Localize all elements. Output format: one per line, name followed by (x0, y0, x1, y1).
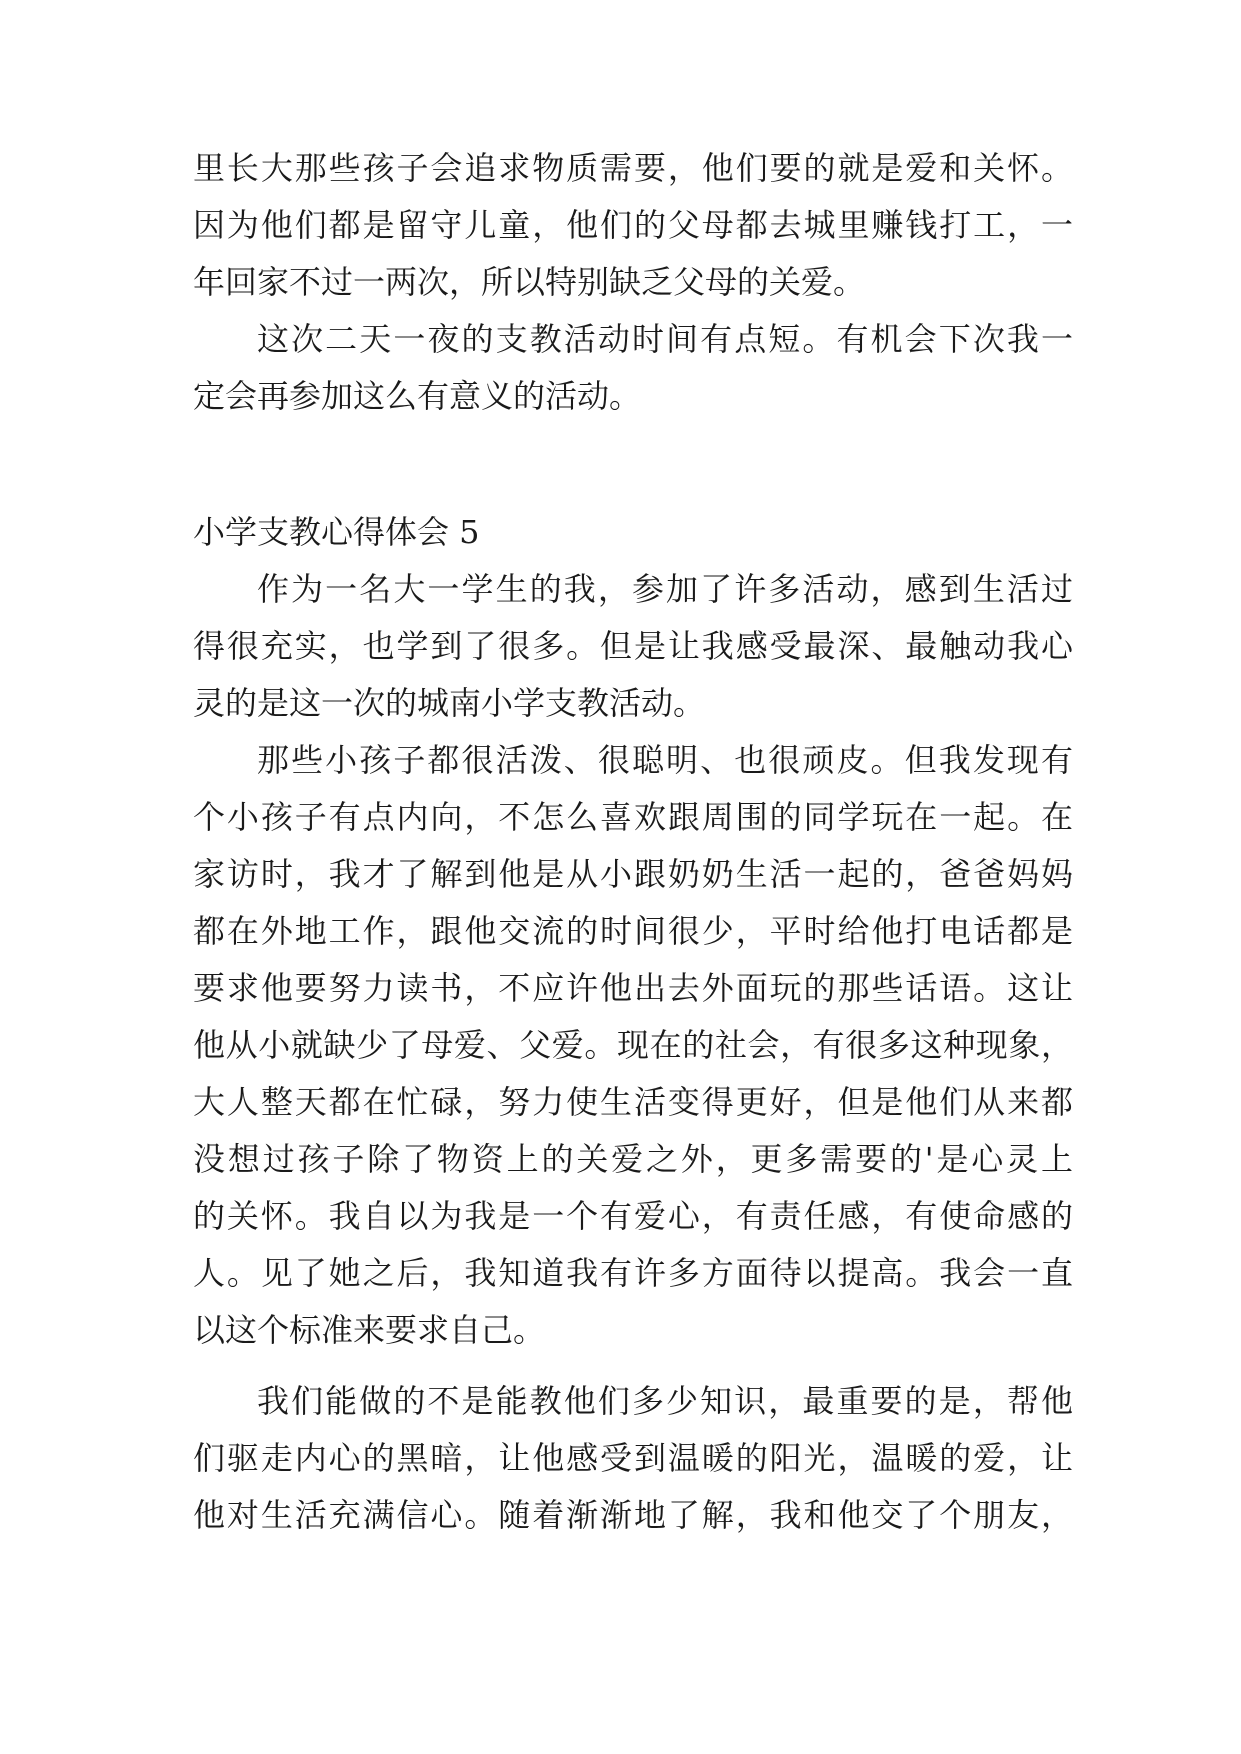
paragraph-line: 那些小孩子都很活泼、很聪明、也很顽皮。但我发现有 (257, 741, 1073, 779)
paragraph-line: 大人整天都在忙碌，努力使生活变得更好，但是他们从来都 (193, 1083, 1073, 1121)
paragraph-line: 作为一名大一学生的我，参加了许多活动，感到生活过 (257, 570, 1073, 608)
paragraph-line: 定会再参加这么有意义的活动。 (193, 377, 642, 415)
paragraph-line: 以这个标准来要求自己。 (193, 1311, 546, 1349)
paragraph-line: 家访时，我才了解到他是从小跟奶奶生活一起的，爸爸妈妈 (193, 855, 1073, 893)
paragraph-line: 我们能做的不是能教他们多少知识，最重要的是，帮他 (257, 1382, 1073, 1420)
paragraph-line: 都在外地工作，跟他交流的时间很少，平时给他打电话都是 (193, 912, 1073, 950)
paragraph-line: 灵的是这一次的城南小学支教活动。 (193, 684, 706, 722)
paragraph-line: 个小孩子有点内向，不怎么喜欢跟周围的同学玩在一起。在 (193, 798, 1073, 836)
paragraph-line: 们驱走内心的黑暗，让他感受到温暖的阳光，温暖的爱，让 (193, 1439, 1073, 1477)
paragraph-line: 他对生活充满信心。随着渐渐地了解，我和他交了个朋友， (193, 1496, 1073, 1534)
paragraph-line: 里长大那些孩子会追求物质需要，他们要的就是爱和关怀。 (193, 149, 1073, 187)
paragraph-line: 年回家不过一两次，所以特别缺乏父母的关爱。 (193, 263, 866, 301)
section-title: 小学支教心得体会 5 (193, 513, 480, 551)
paragraph-line: 这次二天一夜的支教活动时间有点短。有机会下次我一 (257, 320, 1073, 358)
paragraph-line: 的关怀。我自以为我是一个有爱心，有责任感，有使命感的 (193, 1197, 1073, 1235)
paragraph-line: 他从小就缺少了母爱、父爱。现在的社会，有很多这种现象， (193, 1026, 1073, 1064)
paragraph-line: 得很充实，也学到了很多。但是让我感受最深、最触动我心 (193, 627, 1073, 665)
paragraph-line: 因为他们都是留守儿童，他们的父母都去城里赚钱打工，一 (193, 206, 1073, 244)
paragraph-line: 没想过孩子除了物资上的关爱之外，更多需要的'是心灵上 (193, 1140, 1073, 1178)
paragraph-line: 要求他要努力读书，不应许他出去外面玩的那些话语。这让 (193, 969, 1073, 1007)
paragraph-line: 人。见了她之后，我知道我有许多方面待以提高。我会一直 (193, 1254, 1073, 1292)
